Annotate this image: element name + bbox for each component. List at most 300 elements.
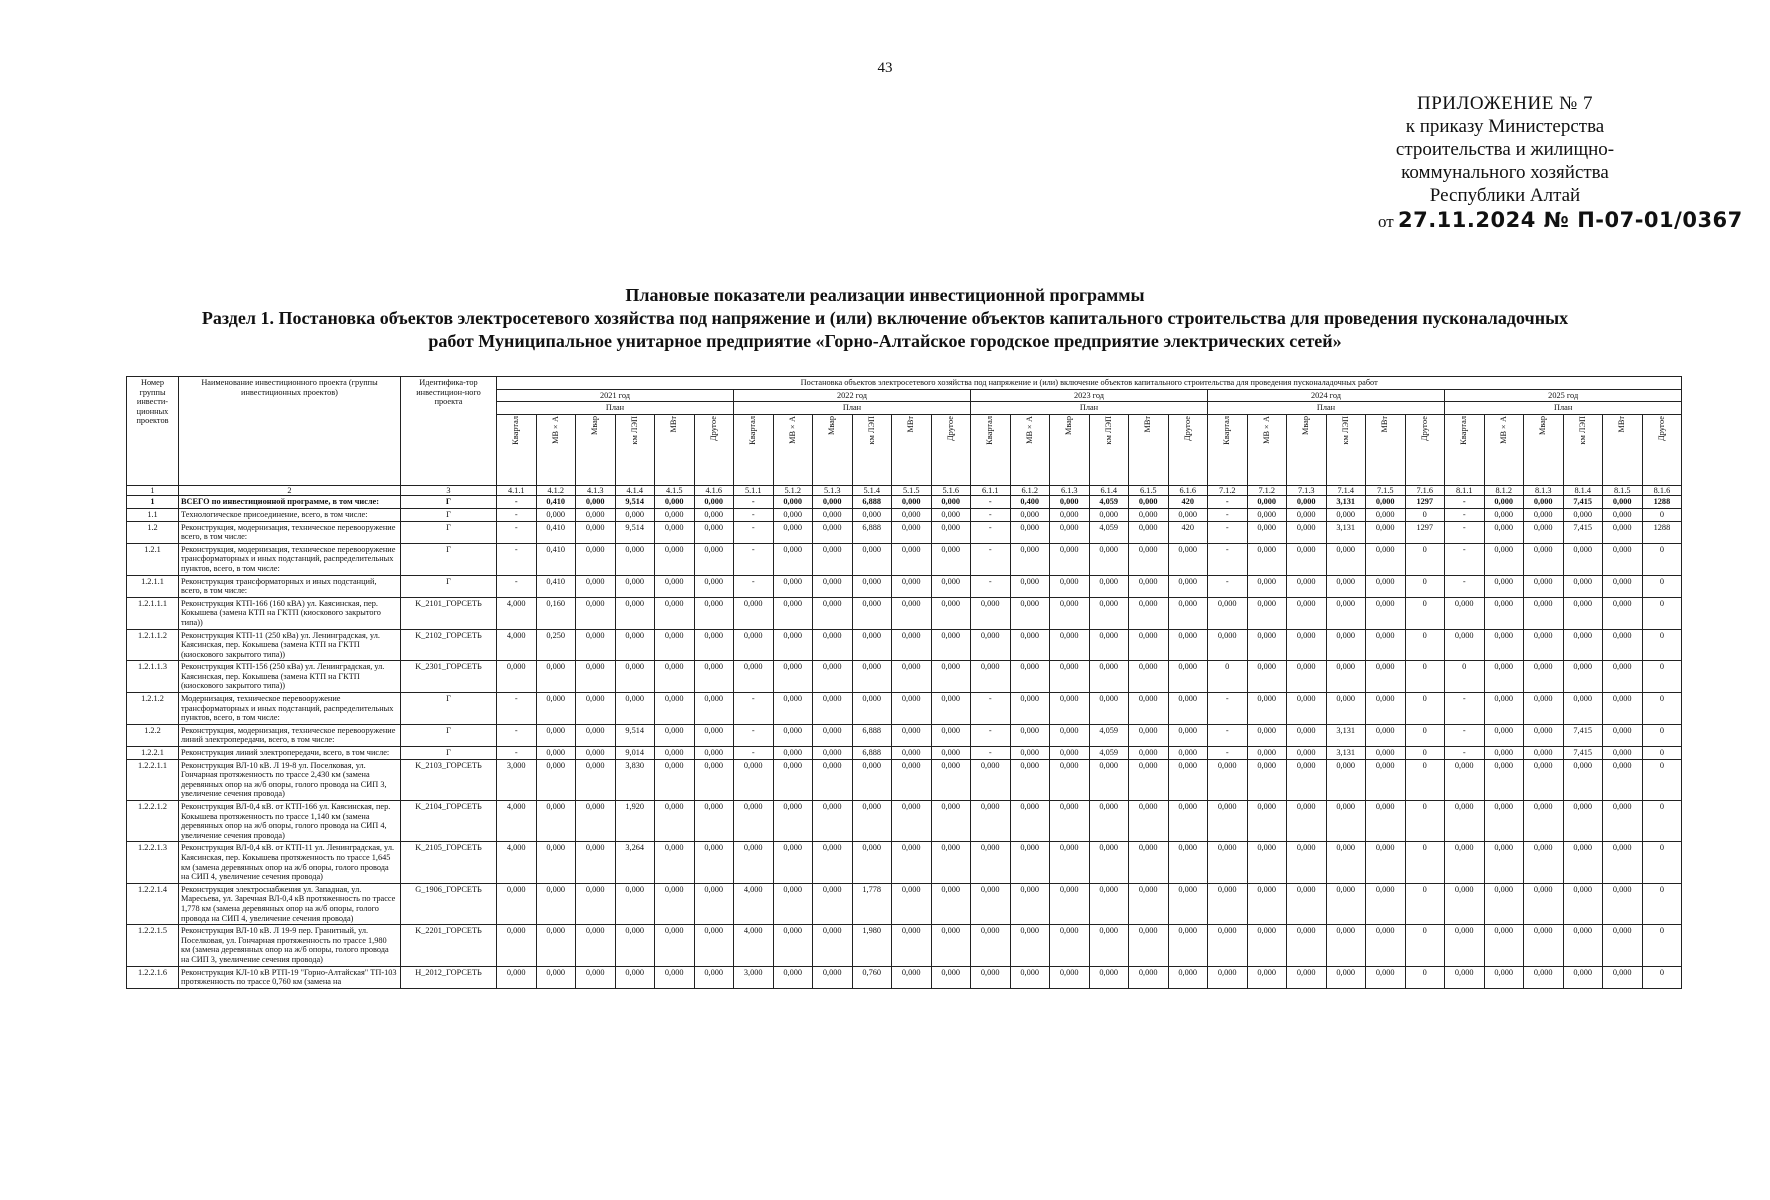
row-value: 0,000 xyxy=(892,801,932,842)
row-project-name: Реконструкция КЛ-10 кВ РТП-19 "Горно-Алтайская" ТП-103 протяженность по трассе 0,760 км (замена на xyxy=(179,966,401,988)
row-value: 0,000 xyxy=(655,508,695,521)
row-value: 0,000 xyxy=(1603,629,1643,661)
row-value: - xyxy=(971,543,1011,575)
row-value: 0,000 xyxy=(773,759,813,800)
row-value: 0,000 xyxy=(694,801,734,842)
row-value: 0,000 xyxy=(536,759,576,800)
row-project-name: Модернизация, техническое перевооружение трансформаторных и иных подстанций, распределительных пунктов, всего, в том числе: xyxy=(179,693,401,725)
header-measure xyxy=(971,414,1011,485)
row-value: 0 xyxy=(1642,925,1682,966)
row-value: 0,000 xyxy=(813,759,853,800)
header-measure-label: МВт xyxy=(1143,415,1153,433)
row-value: 0,000 xyxy=(773,597,813,629)
row-value: 0,000 xyxy=(1050,693,1090,725)
row-value: 0,000 xyxy=(892,759,932,800)
row-value: - xyxy=(734,508,774,521)
row-value: 0,000 xyxy=(892,842,932,883)
appendix-line: строительства и жилищно- xyxy=(1395,139,1615,160)
row-value: 0,000 xyxy=(1445,925,1485,966)
header-plan: План xyxy=(1208,402,1445,415)
row-value: 0,000 xyxy=(813,883,853,924)
row-value: 0,000 xyxy=(1563,693,1603,725)
row-project-name: Реконструкция ВЛ-10 кВ. Л 19-9 пер. Гранитный, ул. Поселковая, ул. Гончарная протяженность по трассе 1,980 км (замена деревянных опор на ж/б опоры, голого провода на СИП 3, увеличение сечения провода) xyxy=(179,925,401,966)
header-main: Постановка объектов электросетевого хозяйства под напряжение и (или) включение объектов капитального строительства для проведения пусконаладочных работ xyxy=(497,377,1682,390)
row-value: 0 xyxy=(1642,629,1682,661)
row-value: 0,000 xyxy=(1247,543,1287,575)
row-value: 3,131 xyxy=(1326,496,1366,509)
row-value: 0,000 xyxy=(1010,693,1050,725)
header-measure-label: МВт xyxy=(1617,415,1627,433)
row-value: 0,000 xyxy=(1563,842,1603,883)
row-number: 1.2.2.1.1 xyxy=(127,759,179,800)
row-value: 6,888 xyxy=(852,747,892,760)
header-measure-label: км ЛЭП xyxy=(1103,415,1113,445)
row-value: 0,000 xyxy=(1445,883,1485,924)
row-value: 0,000 xyxy=(1129,925,1169,966)
row-value: 0,000 xyxy=(1563,629,1603,661)
row-value: 0,000 xyxy=(1287,724,1327,746)
row-value: 0,000 xyxy=(1247,629,1287,661)
row-project-id: K_2104_ГОРСЕТЬ xyxy=(401,801,497,842)
row-project-id: K_2301_ГОРСЕТЬ xyxy=(401,661,497,693)
row-value: 0 xyxy=(1405,629,1445,661)
column-index: 5.1.2 xyxy=(773,485,813,496)
header-measure-label: МВ×А xyxy=(1261,415,1271,444)
row-value: 0,000 xyxy=(931,693,971,725)
row-number: 1.2.1.1.3 xyxy=(127,661,179,693)
row-value: 0,000 xyxy=(1287,759,1327,800)
row-value: 0,000 xyxy=(1326,508,1366,521)
date-number: 27.11.2024 № П-07-01/0367 xyxy=(1397,208,1743,232)
row-value: 0,000 xyxy=(1129,543,1169,575)
row-value: 0,000 xyxy=(1366,925,1406,966)
row-value: 0,000 xyxy=(1129,759,1169,800)
table-row xyxy=(127,508,1682,521)
row-value: 0,000 xyxy=(1563,925,1603,966)
header-measure-label: км ЛЭП xyxy=(629,415,639,445)
heading-title: Плановые показатели реализации инвестиционной программы xyxy=(625,285,1145,305)
row-value: 0,000 xyxy=(1247,597,1287,629)
header-measure xyxy=(931,414,971,485)
row-value: 0,000 xyxy=(1524,629,1564,661)
row-value: 0,000 xyxy=(1287,597,1327,629)
row-value: 0,000 xyxy=(1208,759,1248,800)
row-value: 7,415 xyxy=(1563,521,1603,543)
column-index: 8.1.6 xyxy=(1642,485,1682,496)
row-value: 0,000 xyxy=(536,661,576,693)
row-project-name: ВСЕГО по инвестиционной программе, в том числе: xyxy=(179,496,401,509)
row-value: 0,000 xyxy=(655,966,695,988)
row-value: 0,000 xyxy=(1089,508,1129,521)
header-measure xyxy=(1326,414,1366,485)
row-value: 0,000 xyxy=(1089,629,1129,661)
header-measure xyxy=(694,414,734,485)
row-value: 0,000 xyxy=(1287,842,1327,883)
row-value: 0,000 xyxy=(1050,543,1090,575)
column-index: 8.1.5 xyxy=(1603,485,1643,496)
row-value: 1,980 xyxy=(852,925,892,966)
row-value: 0,000 xyxy=(1050,747,1090,760)
row-value: 0,000 xyxy=(1168,801,1208,842)
row-value: 0,000 xyxy=(1287,747,1327,760)
row-value: 0,000 xyxy=(1010,925,1050,966)
row-value: 0 xyxy=(1405,661,1445,693)
row-value: 9,514 xyxy=(615,521,655,543)
row-value: 0,000 xyxy=(852,661,892,693)
row-value: 0,000 xyxy=(576,543,616,575)
row-value: 9,514 xyxy=(615,496,655,509)
row-value: 0,000 xyxy=(1010,508,1050,521)
table-row xyxy=(127,693,1682,725)
row-value: 0,000 xyxy=(694,842,734,883)
row-value: 0,000 xyxy=(615,575,655,597)
header-measure-label: Мвар xyxy=(1064,415,1074,435)
row-value: 0,000 xyxy=(576,724,616,746)
row-value: 0,000 xyxy=(1050,629,1090,661)
row-value: - xyxy=(497,747,537,760)
row-value: 4,000 xyxy=(497,597,537,629)
row-value: 0,000 xyxy=(1484,629,1524,661)
row-value: 1,778 xyxy=(852,883,892,924)
row-value: 0,000 xyxy=(1168,925,1208,966)
row-value: 0,000 xyxy=(615,629,655,661)
row-value: 0,000 xyxy=(576,521,616,543)
row-value: 0,000 xyxy=(892,883,932,924)
row-value: 0,000 xyxy=(1366,883,1406,924)
row-value: 0,000 xyxy=(1089,661,1129,693)
row-value: 0,000 xyxy=(1484,966,1524,988)
row-project-name: Реконструкция ВЛ-0,4 кВ. от КТП-11 ул. Ленинградская, ул. Каясинская, пер. Кокышева протяженность по трассе 1,645 км (замена деревянных опор на ж/б опоры, голого провода на СИП 4, увеличение сечения провода) xyxy=(179,842,401,883)
row-value: 0,000 xyxy=(1603,661,1643,693)
row-value: 0,000 xyxy=(694,759,734,800)
row-value: 0,000 xyxy=(773,543,813,575)
row-value: 0,000 xyxy=(1563,759,1603,800)
row-value: 0 xyxy=(1405,801,1445,842)
column-index: 3 xyxy=(401,485,497,496)
row-value: 0,000 xyxy=(813,661,853,693)
row-value: 0,000 xyxy=(1287,575,1327,597)
row-value: 0,000 xyxy=(1484,693,1524,725)
table-row xyxy=(127,842,1682,883)
row-value: 3,000 xyxy=(497,759,537,800)
row-value: 0,000 xyxy=(1089,543,1129,575)
row-value: 0,000 xyxy=(971,925,1011,966)
row-value: 0,000 xyxy=(1129,724,1169,746)
row-value: 0,000 xyxy=(773,629,813,661)
row-value: 0,410 xyxy=(536,521,576,543)
header-measure xyxy=(1287,414,1327,485)
row-value: 0 xyxy=(1642,575,1682,597)
row-value: 0,000 xyxy=(1524,801,1564,842)
row-value: 0,000 xyxy=(1524,966,1564,988)
row-value: 0,000 xyxy=(1287,629,1327,661)
header-measure-label: Мвар xyxy=(590,415,600,435)
row-value: 0,000 xyxy=(655,842,695,883)
row-number: 1.2.1.2 xyxy=(127,693,179,725)
row-value: 0,000 xyxy=(1208,925,1248,966)
row-value: 0,000 xyxy=(576,759,616,800)
row-value: 0,000 xyxy=(1050,842,1090,883)
row-value: 420 xyxy=(1168,521,1208,543)
row-value: 0,000 xyxy=(1287,543,1327,575)
row-value: 0,000 xyxy=(813,597,853,629)
row-value: 3,131 xyxy=(1326,724,1366,746)
row-value: 0,000 xyxy=(813,629,853,661)
row-value: 0,000 xyxy=(1287,925,1327,966)
row-value: 0 xyxy=(1642,883,1682,924)
row-value: 9,514 xyxy=(615,724,655,746)
header-measure-label: Мвар xyxy=(1538,415,1548,435)
row-value: 0,000 xyxy=(1603,693,1643,725)
row-value: - xyxy=(1208,543,1248,575)
row-value: - xyxy=(1445,496,1485,509)
row-value: 0,000 xyxy=(813,575,853,597)
row-project-id: Г xyxy=(401,575,497,597)
row-value: 0,000 xyxy=(1247,842,1287,883)
row-value: 4,000 xyxy=(734,883,774,924)
row-value: 0 xyxy=(1445,661,1485,693)
row-number: 1.2.2.1.5 xyxy=(127,925,179,966)
row-value: - xyxy=(1445,724,1485,746)
row-value: 0,000 xyxy=(1366,508,1406,521)
row-value: 0,000 xyxy=(1484,747,1524,760)
row-value: 0,000 xyxy=(773,575,813,597)
row-value: 0,000 xyxy=(1050,801,1090,842)
row-value: 0,000 xyxy=(536,842,576,883)
row-value: 0,000 xyxy=(1247,801,1287,842)
row-value: 0,000 xyxy=(1326,842,1366,883)
row-value: 0,000 xyxy=(1247,724,1287,746)
row-value: 0,000 xyxy=(1326,597,1366,629)
row-value: 0,000 xyxy=(615,966,655,988)
column-index: 8.1.1 xyxy=(1445,485,1485,496)
row-value: 0,000 xyxy=(1129,966,1169,988)
row-value: 0,000 xyxy=(1089,883,1129,924)
row-value: 0,000 xyxy=(1603,925,1643,966)
column-index: 4.1.2 xyxy=(536,485,576,496)
row-value: 0 xyxy=(1642,508,1682,521)
header-measure-label: Квартал xyxy=(748,415,758,445)
row-value: 0,000 xyxy=(1524,496,1564,509)
column-index: 5.1.3 xyxy=(813,485,853,496)
row-value: 0,000 xyxy=(1050,508,1090,521)
header-measure-label: Квартал xyxy=(1222,415,1232,445)
row-project-id: G_1906_ГОРСЕТЬ xyxy=(401,883,497,924)
row-value: 0,410 xyxy=(536,543,576,575)
row-project-id: Г xyxy=(401,508,497,521)
row-value: 0,000 xyxy=(1050,759,1090,800)
row-value: - xyxy=(1445,521,1485,543)
appendix-line: Республики Алтай xyxy=(1429,185,1581,206)
row-value: 0,000 xyxy=(852,629,892,661)
row-value: 0,000 xyxy=(931,966,971,988)
row-value: 0,000 xyxy=(852,575,892,597)
row-value: - xyxy=(497,724,537,746)
header-year: 2021 год xyxy=(497,389,734,402)
row-value: 0,000 xyxy=(655,661,695,693)
header-measure-label: МВт xyxy=(906,415,916,433)
row-value: 0,000 xyxy=(1287,801,1327,842)
row-value: 0,000 xyxy=(1129,883,1169,924)
row-value: 0,000 xyxy=(1366,966,1406,988)
row-value: 0,000 xyxy=(1287,521,1327,543)
row-value: 0,000 xyxy=(694,966,734,988)
row-value: 0,250 xyxy=(536,629,576,661)
row-value: 0 xyxy=(1405,883,1445,924)
row-value: - xyxy=(1208,496,1248,509)
row-value: 0,000 xyxy=(1524,759,1564,800)
row-value: 0,000 xyxy=(1484,759,1524,800)
header-measure-label: Квартал xyxy=(1459,415,1469,445)
table-row xyxy=(127,883,1682,924)
row-value: 0,000 xyxy=(655,724,695,746)
row-value: 0 xyxy=(1642,693,1682,725)
header-measure-label: Другое xyxy=(1182,415,1192,441)
row-value: - xyxy=(1445,693,1485,725)
row-value: 0,000 xyxy=(1326,693,1366,725)
header-measure-label: Другое xyxy=(1419,415,1429,441)
row-value: 0,000 xyxy=(1366,724,1406,746)
row-value: 1288 xyxy=(1642,496,1682,509)
row-value: 0 xyxy=(1642,661,1682,693)
row-value: 0,000 xyxy=(536,508,576,521)
row-value: 1297 xyxy=(1405,521,1445,543)
row-value: 0,000 xyxy=(615,661,655,693)
column-index: 8.1.4 xyxy=(1563,485,1603,496)
row-value: 9,014 xyxy=(615,747,655,760)
header-measure xyxy=(1089,414,1129,485)
column-index: 7.1.4 xyxy=(1326,485,1366,496)
row-value: 0,000 xyxy=(536,883,576,924)
row-value: 0,000 xyxy=(1089,597,1129,629)
row-value: 0 xyxy=(1405,747,1445,760)
row-value: 0,000 xyxy=(1603,883,1643,924)
row-project-id: K_2105_ГОРСЕТЬ xyxy=(401,842,497,883)
row-number: 1.2.1.1.1 xyxy=(127,597,179,629)
column-index: 6.1.1 xyxy=(971,485,1011,496)
row-value: 0,000 xyxy=(497,966,537,988)
row-value: 0,000 xyxy=(1326,966,1366,988)
column-index: 4.1.5 xyxy=(655,485,695,496)
row-value: 0,000 xyxy=(892,575,932,597)
heading-section: Раздел 1. Постановка объектов электросетевого хозяйства под напряжение и (или) включение объектов капитального строительства для проведения пусконаладочных xyxy=(201,308,1569,328)
header-measure xyxy=(1168,414,1208,485)
header-plan: План xyxy=(971,402,1208,415)
row-value: 0 xyxy=(1208,661,1248,693)
row-value: 0,000 xyxy=(1168,575,1208,597)
header-measure-label: МВ×А xyxy=(1498,415,1508,444)
row-value: 0,000 xyxy=(1366,747,1406,760)
row-value: 0,000 xyxy=(576,966,616,988)
row-value: 0,000 xyxy=(931,842,971,883)
row-project-id: Г xyxy=(401,521,497,543)
row-value: 0,000 xyxy=(931,801,971,842)
row-value: 0,000 xyxy=(1247,759,1287,800)
row-value: 4,059 xyxy=(1089,747,1129,760)
row-value: 0,160 xyxy=(536,597,576,629)
row-value: 0,000 xyxy=(1524,883,1564,924)
table-row xyxy=(127,521,1682,543)
row-value: 0,000 xyxy=(1050,661,1090,693)
row-value: 0,000 xyxy=(694,521,734,543)
row-value: 0,000 xyxy=(1524,842,1564,883)
column-index: 5.1.4 xyxy=(852,485,892,496)
row-value: 7,415 xyxy=(1563,724,1603,746)
row-value: 0,000 xyxy=(971,883,1011,924)
table-row xyxy=(127,597,1682,629)
row-project-name: Реконструкция, модернизация, техническое перевооружение линий электропередачи, всего, в том числе: xyxy=(179,724,401,746)
row-value: 3,264 xyxy=(615,842,655,883)
row-value: 0,000 xyxy=(1603,496,1643,509)
row-value: 0,000 xyxy=(1326,925,1366,966)
row-value: 0,000 xyxy=(813,521,853,543)
row-number: 1 xyxy=(127,496,179,509)
row-value: 0,000 xyxy=(1366,521,1406,543)
row-value: 3,131 xyxy=(1326,521,1366,543)
header-plan: План xyxy=(734,402,971,415)
table-row xyxy=(127,966,1682,988)
row-value: 0,000 xyxy=(1129,575,1169,597)
row-number: 1.2.2.1.3 xyxy=(127,842,179,883)
row-value: 0,000 xyxy=(734,801,774,842)
row-value: 0,000 xyxy=(1524,575,1564,597)
row-value: 0,000 xyxy=(576,508,616,521)
row-value: 0,000 xyxy=(576,629,616,661)
row-value: 0,000 xyxy=(655,747,695,760)
row-value: 0,000 xyxy=(1366,661,1406,693)
row-value: 0,000 xyxy=(1010,747,1050,760)
row-value: 0,000 xyxy=(1563,661,1603,693)
row-value: 0,000 xyxy=(1563,508,1603,521)
column-index: 4.1.4 xyxy=(615,485,655,496)
row-number: 1.2 xyxy=(127,521,179,543)
row-value: 0,000 xyxy=(1247,693,1287,725)
row-value: 4,000 xyxy=(497,629,537,661)
row-value: 0,000 xyxy=(852,597,892,629)
row-value: 0,000 xyxy=(694,661,734,693)
header-measure xyxy=(1484,414,1524,485)
row-value: 0,000 xyxy=(813,693,853,725)
row-value: 0,000 xyxy=(734,629,774,661)
header-measure-label: МВт xyxy=(669,415,679,433)
row-value: 3,830 xyxy=(615,759,655,800)
header-measure xyxy=(1129,414,1169,485)
row-value: 0,000 xyxy=(1168,747,1208,760)
row-value: 0,000 xyxy=(1168,629,1208,661)
row-value: 0,000 xyxy=(1484,597,1524,629)
header-measure xyxy=(1366,414,1406,485)
row-number: 1.1 xyxy=(127,508,179,521)
column-index: 2 xyxy=(179,485,401,496)
row-value: 0,000 xyxy=(813,747,853,760)
row-value: 0,000 xyxy=(1524,693,1564,725)
row-value: 0,000 xyxy=(813,496,853,509)
row-value: 0,000 xyxy=(1366,842,1406,883)
row-value: - xyxy=(497,543,537,575)
row-value: 0,000 xyxy=(1168,724,1208,746)
date-prefix: от xyxy=(1378,212,1394,231)
header-measure xyxy=(1050,414,1090,485)
row-value: 0 xyxy=(1642,747,1682,760)
header-measure-label: МВт xyxy=(1380,415,1390,433)
row-value: 4,000 xyxy=(734,925,774,966)
row-value: 0 xyxy=(1642,597,1682,629)
row-value: 0,000 xyxy=(1168,842,1208,883)
row-value: 0,000 xyxy=(892,508,932,521)
row-value: 0,000 xyxy=(1603,724,1643,746)
row-value: 0,000 xyxy=(1326,543,1366,575)
row-value: 0,000 xyxy=(1287,508,1327,521)
